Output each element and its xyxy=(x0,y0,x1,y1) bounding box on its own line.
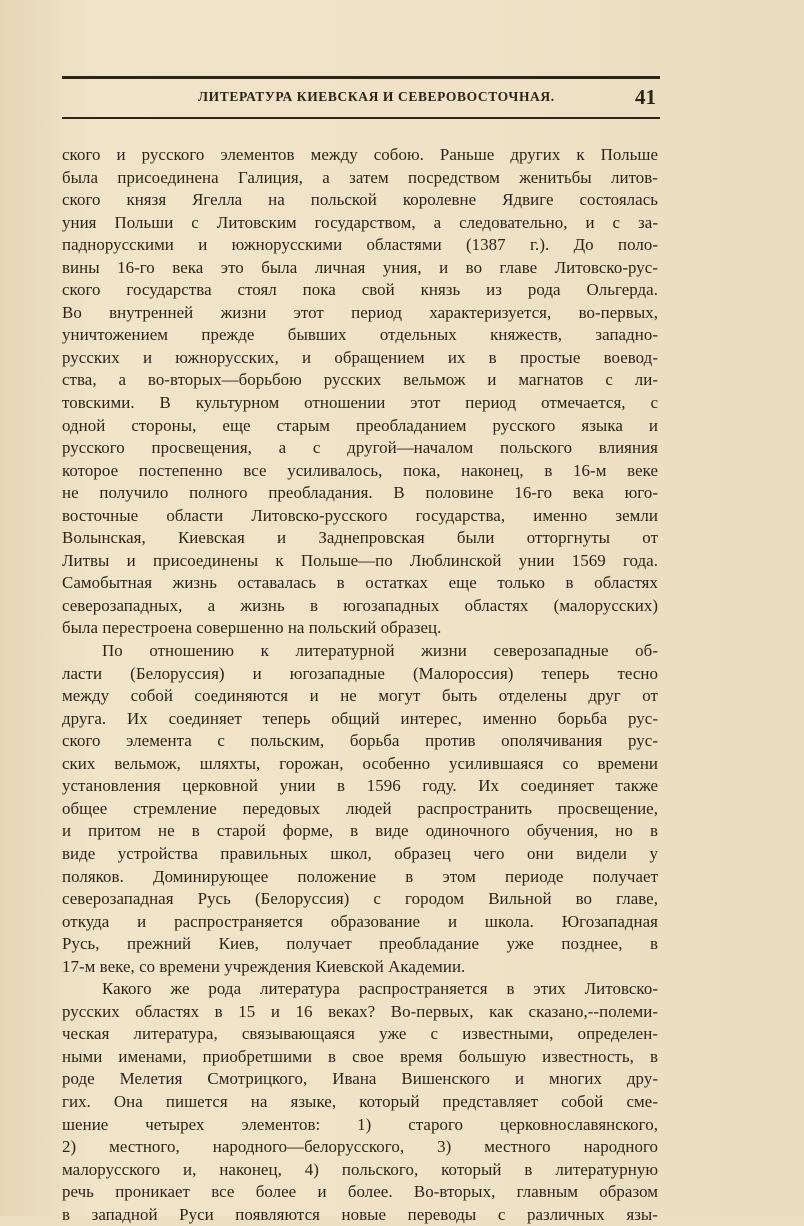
text-line: ными именами, приобретшими в свое время большую известность, в xyxy=(62,1046,658,1066)
text-line: общее стремление передовых людей распространить просвещение, xyxy=(62,798,658,818)
text-line: Во внутренней жизни этот период характеризуется, во-первых, xyxy=(62,302,658,322)
text-line: была перестроена совершенно на польский образец. xyxy=(62,618,442,638)
text-line: была присоединена Галиция, а затем посредством женитьбы литов- xyxy=(62,167,658,187)
text-line: уния Польши с Литовским государством, а следовательно, и с за- xyxy=(62,212,658,232)
text-line: откуда и распространяется образование и школа. Югозападная xyxy=(62,911,658,931)
text-line: которое постепенно все усиливалось, пока, наконец, в 16-м веке xyxy=(62,460,658,480)
text-line: виде устройства правильных школ, образец чего они видели у xyxy=(62,843,658,863)
text-line: восточные области Литовско-русского государства, именно земли xyxy=(62,505,658,525)
page-number: 41 xyxy=(635,85,656,109)
text-line: ского государства стоял пока свой князь из рода Ольгерда. xyxy=(62,280,658,300)
text-line: русских областях в 15 и 16 веках? Во-первых, как сказано,--полеми- xyxy=(62,1001,658,1021)
text-line: не получило полного преобладания. В половине 16-го века юго- xyxy=(62,483,658,503)
text-line: 2) местного, народного—белорусского, 3) местного народного xyxy=(62,1137,658,1157)
text-line: товскими. В культурном отношении этот период отмечается, с xyxy=(62,393,658,413)
header-rule-bottom xyxy=(62,117,660,119)
text-line: роде Мелетия Смотрицкого, Ивана Вишенского и многих дру- xyxy=(62,1069,658,1089)
text-line: ласти (Белоруссия) и югозападные (Малороссия) теперь тесно xyxy=(62,663,658,683)
text-line: речь проникает все более и более. Во-вторых, главным образом xyxy=(62,1182,658,1202)
text-line: друга. Их соединяет теперь общий интерес, именно борьба рус- xyxy=(62,708,658,728)
text-line: шение четырех элементов: 1) старого церковнославянского, xyxy=(62,1114,658,1134)
text-line: северозападных, а жизнь в югозападных областях (малорусских) xyxy=(62,595,658,615)
text-line: одной стороны, еще старым преобладанием русского языка и xyxy=(62,415,658,435)
body-text xyxy=(62,144,658,1226)
running-head xyxy=(62,86,660,112)
running-head-title: ЛИТЕРАТУРА КИЕВСКАЯ И СЕВЕРОВОСТОЧНАЯ. xyxy=(198,89,555,104)
text-line: Русь, прежний Киев, получает преобладание уже позднее, в xyxy=(62,934,658,954)
text-line: ского князя Ягелла на польской королевне Ядвиге состоялась xyxy=(62,190,658,210)
text-line: ческая литература, связывающаяся уже с известными, определен- xyxy=(62,1024,658,1044)
text-line: русских и южнорусских, и обращением их в простые воевод- xyxy=(62,347,658,367)
text-line: гих. Она пишется на языке, который представляет собой сме- xyxy=(62,1091,658,1111)
text-line: Литвы и присоединены к Польше—по Люблинской унии 1569 года. xyxy=(62,550,658,570)
text-line: установления церковной унии в 1596 году. Их соединяет также xyxy=(62,776,658,796)
text-line: малорусского и, наконец, 4) польского, который в литературную xyxy=(62,1159,658,1179)
header-rule-top xyxy=(62,76,660,79)
text-line: ства, а во-вторых—борьбою русских вельмож и магнатов с ли- xyxy=(62,370,658,390)
text-line: Самобытная жизнь оставалась в остатках еще только в областях xyxy=(62,573,658,593)
text-line: северозападная Русь (Белоруссия) с городом Вильной во главе, xyxy=(62,889,658,909)
text-line: ского и русского элементов между собою. Раньше других к Польше xyxy=(62,145,658,164)
text-line: в западной Руси появляются новые переводы с различных язы- xyxy=(62,1204,658,1224)
text-line: ских вельмож, шляхты, горожан, особенно усилившаяся со времени xyxy=(62,753,658,773)
text-line: Волынская, Киевская и Заднепровская были отторгнуты от xyxy=(62,528,658,548)
text-line: между собой соединяются и не могут быть отделены друг от xyxy=(62,686,658,706)
text-line: 17-м веке, со времени учреждения Киевской Академии. xyxy=(62,956,466,976)
text-line: Какого же рода литература распространяется в этих Литовско- xyxy=(102,979,658,999)
text-line: вины 16-го века это была личная уния, и во главе Литовско-рус- xyxy=(62,257,658,277)
text-line: уничтожением прежде бывших отдельных княжеств, западно- xyxy=(62,325,658,345)
text-line: По отношению к литературной жизни северозападные об- xyxy=(102,641,658,661)
text-line: поляков. Доминирующее положение в этом периоде получает xyxy=(62,866,658,886)
text-line: ского элемента с польским, борьба против ополячивания рус- xyxy=(62,731,658,751)
text-line: паднорусскими и южнорусскими областями (1387 г.). До поло- xyxy=(62,235,658,255)
text-line: и притом не в старой форме, в виде одиночного обучения, но в xyxy=(62,821,658,841)
text-line: русского просвещения, а с другой—началом польского влияния xyxy=(62,438,658,458)
